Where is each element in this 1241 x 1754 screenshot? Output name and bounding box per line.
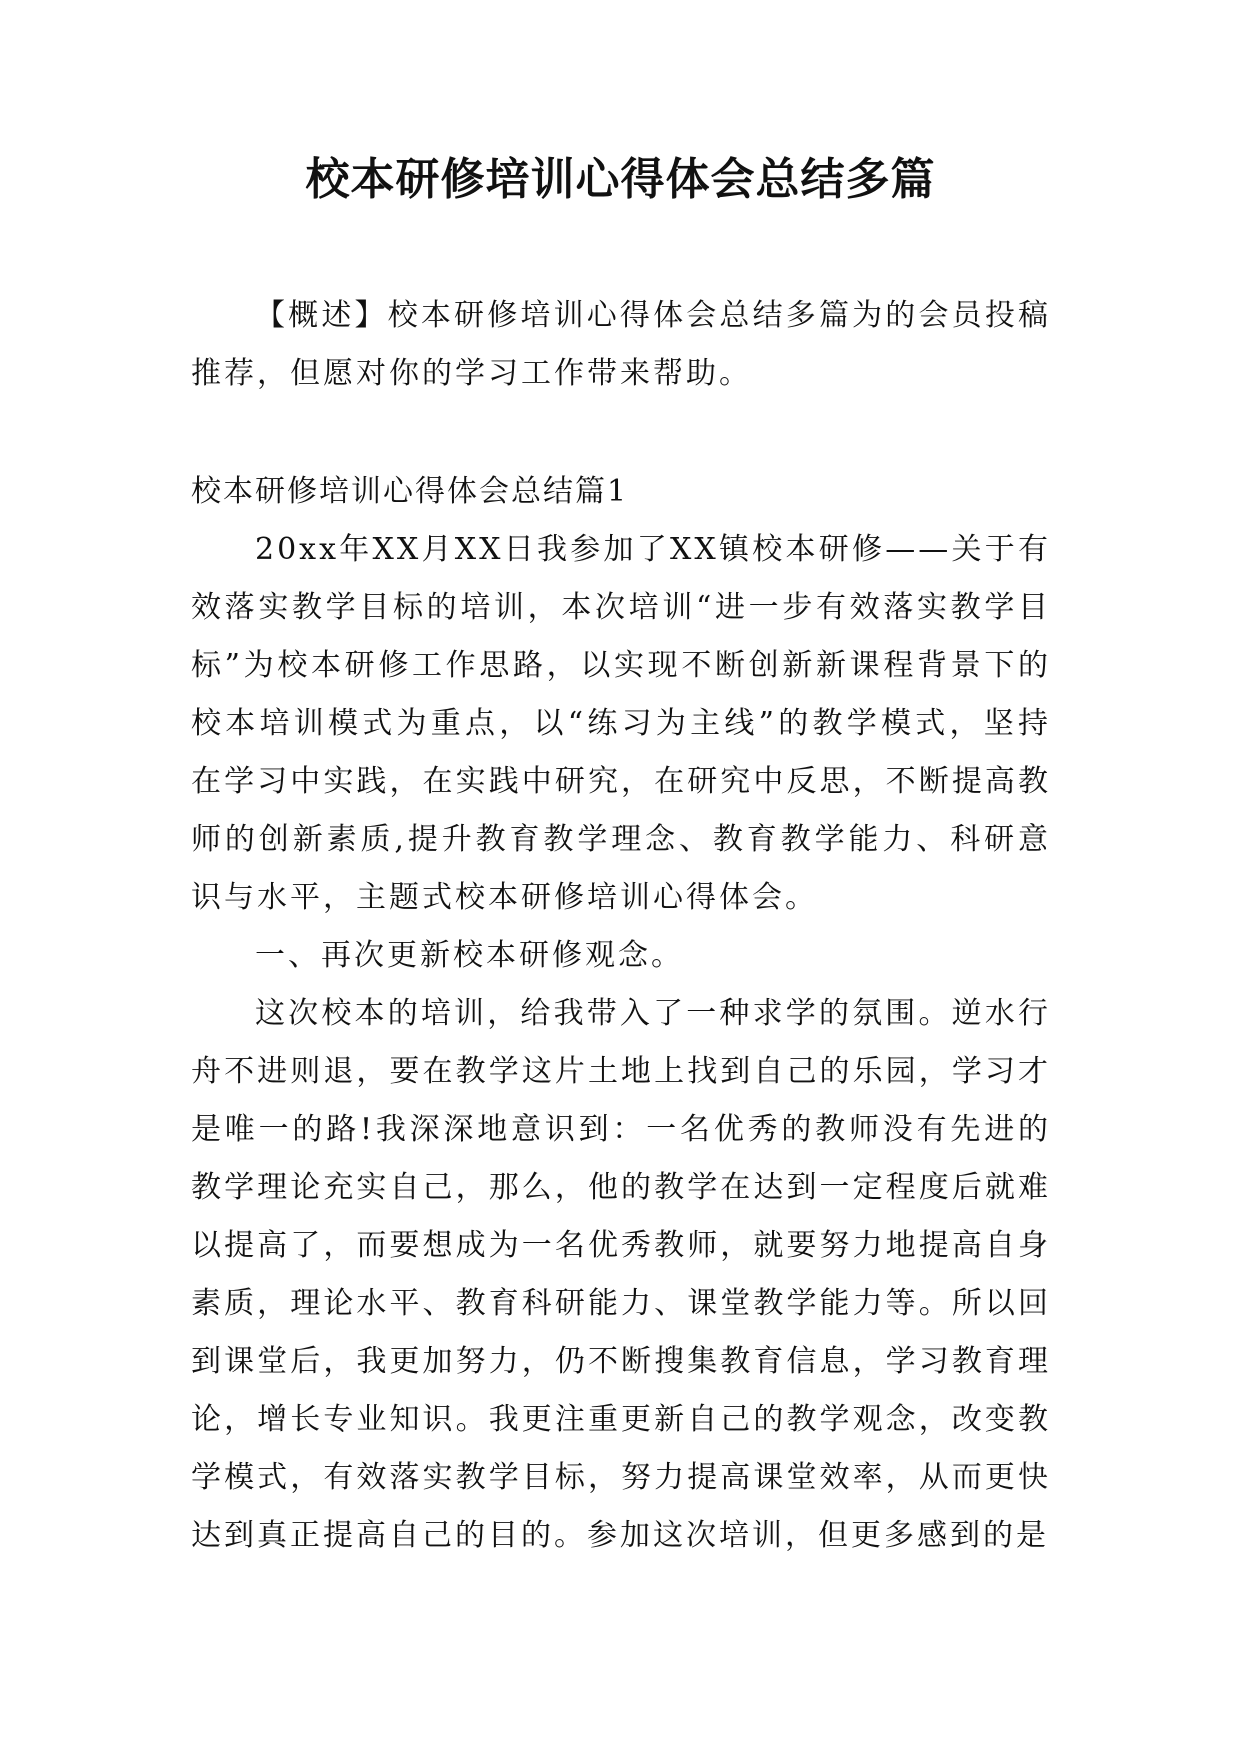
summary-paragraph: 【概述】校本研修培训心得体会总结多篇为的会员投稿推荐，但愿对你的学习工作带来帮助。 — [191, 298, 1051, 391]
document-title: 校本研修培训心得体会总结多篇 — [305, 154, 936, 205]
section-heading: 校本研修培训心得体会总结篇1 — [191, 474, 629, 509]
body-paragraph: 一、再次更新校本研修观念。 — [255, 938, 684, 973]
body-paragraph: 20xx年XX月XX日我参加了XX镇校本研修——关于有效落实教学目标的培训，本次培训“进一步有效落实教学目标”为校本研修工作思路，以实现不断创新新课程背景下的校本培训模式为重点，以“练习为主线”的教学模式，坚持在学习中实践，在实践中研究，在研究中反思，不断提高教师的创新素质,提升教育教学理念、教育教学能力、科研意识与水平，主题式校本研修培训心得体会。 — [191, 532, 1051, 915]
article-body — [191, 521, 1051, 1565]
body-paragraph: 这次校本的培训，给我带入了一种求学的氛围。逆水行舟不进则退，要在教学这片土地上找到自己的乐园，学习才是唯一的路!我深深地意识到：一名优秀的教师没有先进的教学理论充实自己，那么，他的教学在达到一定程度后就难以提高了，而要想成为一名优秀教师，就要努力地提高自身素质，理论水平、教育科研能力、课堂教学能力等。所以回到课堂后，我更加努力，仍不断搜集教育信息，学习教育理论，增长专业知识。我更注重更新自己的教学观念，改变教学模式，有效落实教学目标，努力提高课堂效率，从而更快达到真正提高自己的目的。参加这次培训，但更多感到的是 — [191, 996, 1051, 1553]
